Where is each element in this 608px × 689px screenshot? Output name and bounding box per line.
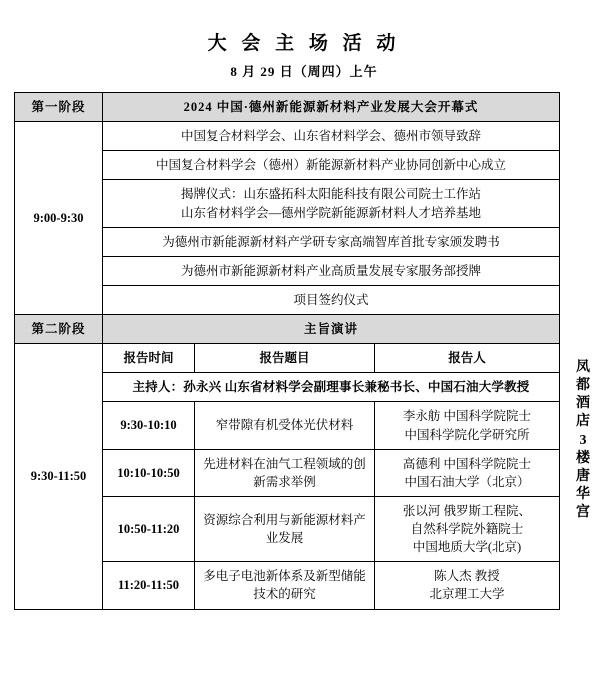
- talk-speaker-line1: 李永舫 中国科学院院士: [402, 409, 532, 424]
- talk-speaker-line2: 中国科学院化学研究所: [404, 427, 530, 442]
- talk-speaker: [375, 562, 560, 609]
- page-subtitle: 8 月 29 日（周四）上午: [230, 64, 378, 79]
- phase1-item-6: 项目签约仪式: [103, 285, 560, 314]
- talk-topic: [195, 449, 375, 496]
- phase2-label: 第二阶段: [15, 315, 103, 344]
- phase1-item-3: [103, 180, 560, 227]
- phase1-header: 2024 中国·德州新能源新材料产业发展大会开幕式: [103, 93, 560, 122]
- page-title: 大 会 主 场 活 动: [207, 33, 401, 54]
- table-row: [15, 122, 560, 151]
- phase1-label: 第一阶段: [15, 93, 103, 122]
- talk-time: 11:20-11:50: [103, 562, 195, 609]
- talk-speaker-line3: 中国地质大学(北京): [412, 540, 522, 555]
- phase1-time: 9:00-9:30: [15, 122, 103, 315]
- phase1-item-3-line2: 山东省材料学会—德州学院新能源新材料人才培养基地: [180, 205, 481, 220]
- venue-side-note: [564, 92, 602, 610]
- phase2-time: 9:30-11:50: [15, 344, 103, 609]
- phase1-item-5: 为德州市新能源新材料产业高质量发展专家服务部授牌: [103, 256, 560, 285]
- talk-speaker-line1: 高德利 中国科学院院士: [402, 456, 532, 471]
- column-header-time: 报告时间: [103, 344, 195, 373]
- talk-speaker: [375, 496, 560, 561]
- talk-speaker-line2: 自然科学院外籍院士: [410, 522, 524, 536]
- content-layout: [0, 92, 608, 610]
- talk-speaker-line2: 北京理工大学: [429, 587, 505, 602]
- phase1-item-3-line1: 揭牌仪式：山东盛拓科太阳能科技有限公司院士工作站: [180, 187, 481, 202]
- column-header-speaker: 报告人: [375, 344, 560, 373]
- talk-topic-line2: 新需求举例: [253, 474, 316, 489]
- talk-time: 10:10-10:50: [103, 449, 195, 496]
- talk-speaker: [375, 402, 560, 449]
- talk-topic-line1: 资源综合利用与新能源材料产: [203, 512, 366, 527]
- talk-topic-line1: 多电子电池新体系及新型储能: [203, 569, 366, 584]
- session-host: 主持人：孙永兴 山东省材料学会副理事长兼秘书长、中国石油大学教授: [103, 373, 560, 402]
- talk-topic-line2: 业发展: [265, 531, 304, 546]
- table-row: [15, 344, 560, 373]
- agenda-table: [14, 92, 560, 610]
- talk-topic-line2: 技术的研究: [253, 587, 316, 602]
- talk-speaker-line1: 陈人杰 教授: [434, 569, 500, 584]
- talk-topic: 窄带隙有机受体光伏材料: [195, 402, 375, 449]
- talk-time: 9:30-10:10: [103, 402, 195, 449]
- phase1-item-4: 为德州市新能源新材料产学研专家高端智库首批专家颁发聘书: [103, 227, 560, 256]
- phase1-item-2: 中国复合材料学会（德州）新能源新材料产业协同创新中心成立: [103, 151, 560, 180]
- column-header-topic: 报告题目: [195, 344, 375, 373]
- talk-speaker-line1: 张以河 俄罗斯工程院、: [402, 503, 532, 518]
- talk-time: 10:50-11:20: [103, 496, 195, 561]
- talk-topic: [195, 562, 375, 609]
- talk-speaker-line2: 中国石油大学（北京）: [404, 474, 530, 489]
- phase1-item-1: 中国复合材料学会、山东省材料学会、德州市领导致辞: [103, 122, 560, 151]
- phase2-header: 主旨演讲: [103, 315, 560, 344]
- table-row: [15, 93, 560, 122]
- talk-topic: [195, 496, 375, 561]
- talk-topic-line1: 先进材料在油气工程领域的创: [203, 456, 366, 471]
- talk-speaker: [375, 449, 560, 496]
- venue-side-note-text: 凤都酒店3楼唐华宫: [576, 359, 590, 521]
- table-row: [15, 315, 560, 344]
